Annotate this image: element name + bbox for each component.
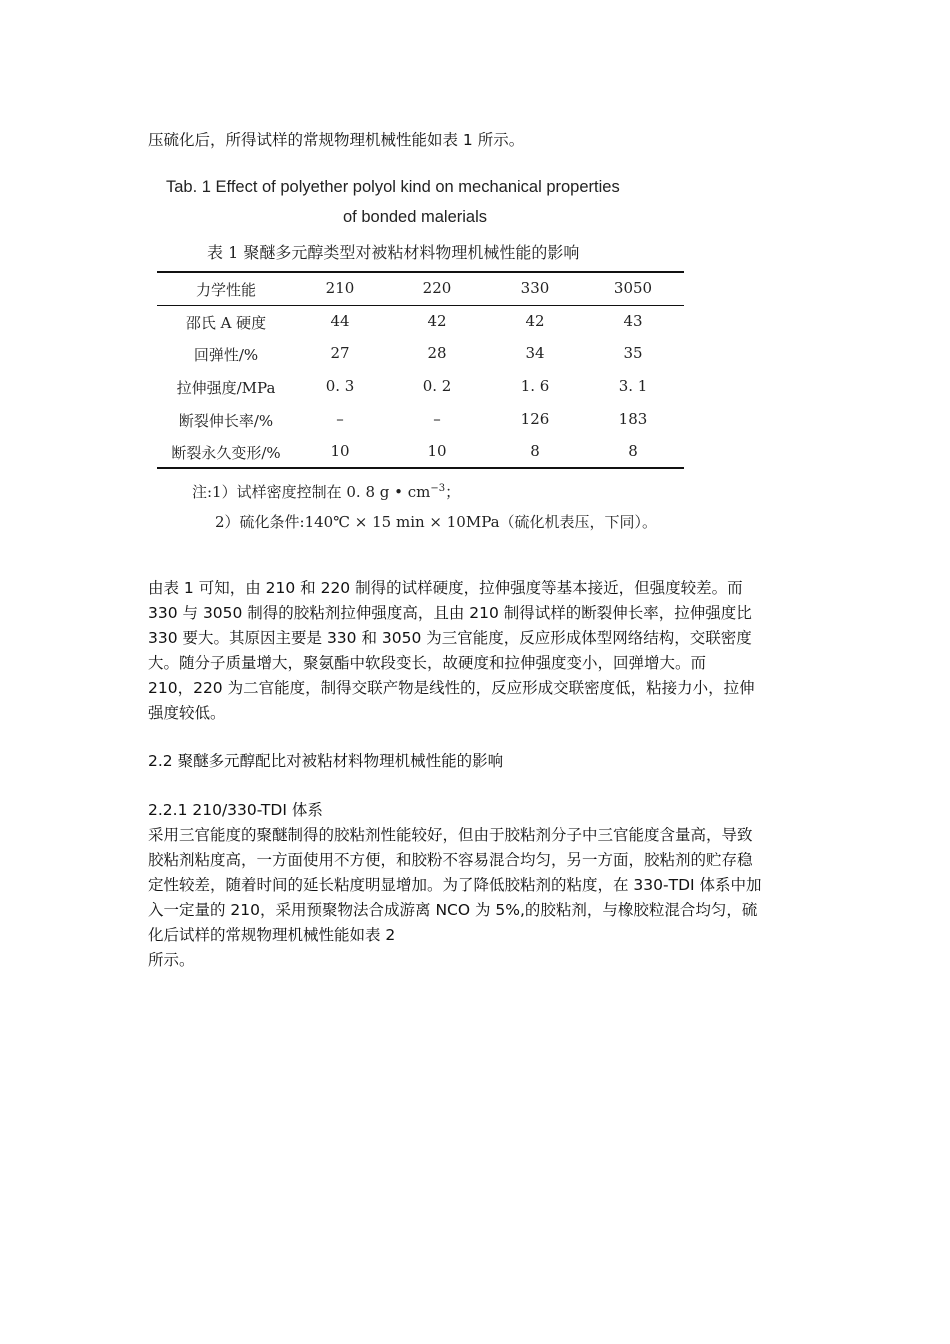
table-cell: 断裂永久变形/% xyxy=(171,444,281,462)
table-top-rule xyxy=(157,271,684,273)
paragraph-line: 采用三官能度的聚醚制得的胶粘剂性能较好，但由于胶粘剂分子中三官能度含量高，导致 xyxy=(148,826,753,844)
paragraph-line: 入一定量的 210，采用预聚物法合成游离 NCO 为 5%,的胶粘剂，与橡胶粒混合均匀，硫 xyxy=(148,901,758,919)
table-bottom-rule xyxy=(157,467,684,469)
table-header-cell: 力学性能 xyxy=(195,281,257,299)
table-cell: 3. 1 xyxy=(618,377,648,395)
table-cell: 126 xyxy=(520,410,550,428)
table-cell: 44 xyxy=(330,312,350,330)
table-note-2: 2）硫化条件:140℃ × 15 min × 10MPa（硫化机表压，下同）。 xyxy=(215,513,658,531)
table-cell: 0. 2 xyxy=(422,377,452,395)
paragraph-line: 210，220 为二官能度，制得交联产物是线性的，反应形成交联密度低，粘接力小，拉伸 xyxy=(148,679,755,697)
table-cell: 183 xyxy=(618,410,648,428)
table-note-1-suffix: ； xyxy=(445,483,461,501)
table-cell: 42 xyxy=(525,312,545,330)
table-header-cell: 220 xyxy=(422,279,452,297)
table-header-cell: 210 xyxy=(325,279,355,297)
table-cell: 35 xyxy=(623,344,643,362)
table-cell: 27 xyxy=(330,344,350,362)
paragraph-line: 所示。 xyxy=(148,951,195,969)
table-cell: 34 xyxy=(525,344,545,362)
table-cell: 拉伸强度/MPa xyxy=(176,379,276,397)
table-cell: 8 xyxy=(628,442,638,460)
table-cell: 1. 6 xyxy=(520,377,550,395)
intro-line: 压硫化后，所得试样的常规物理机械性能如表 1 所示。 xyxy=(148,131,525,149)
paragraph-line: 330 与 3050 制得的胶粘剂拉伸强度高，且由 210 制得试样的断裂伸长率，拉伸强度比 xyxy=(148,604,752,622)
table-cell: – xyxy=(336,410,344,428)
paragraph-line: 由表 1 可知，由 210 和 220 制得的试样硬度，拉伸强度等基本接近，但强度较差。而 xyxy=(148,579,743,597)
table-header-cell: 330 xyxy=(520,279,550,297)
paragraph-line: 强度较低。 xyxy=(148,704,226,722)
paragraph-line: 胶粘剂粘度高，一方面使用不方便，和胶粉不容易混合均匀，另一方面，胶粘剂的贮存稳 xyxy=(148,851,753,869)
table-cell: 10 xyxy=(427,442,447,460)
paragraph-line: 定性较差，随着时间的延长粘度明显增加。为了降低胶粘剂的粘度，在 330-TDI 体系中加 xyxy=(148,876,762,894)
table-cell: 42 xyxy=(427,312,447,330)
table-cell: 0. 3 xyxy=(325,377,355,395)
table-cell: 断裂伸长率/% xyxy=(178,412,274,430)
table-header-cell: 3050 xyxy=(613,279,653,297)
table-cell: 43 xyxy=(623,312,643,330)
section-heading-2-2-1: 2.2.1 210/330-TDI 体系 xyxy=(148,801,323,819)
table-caption-en-2: of bonded malerials xyxy=(343,208,488,226)
paragraph-line: 化后试样的常规物理机械性能如表 2 xyxy=(148,926,396,944)
table-note-1-text: 注:1）试样密度控制在 0. 8 g • cm xyxy=(192,483,431,501)
paragraph-line: 330 要大。其原因主要是 330 和 3050 为三官能度，反应形成体型网络结构，交联密度 xyxy=(148,629,752,647)
table-note-1-sup: −3 xyxy=(430,483,446,494)
table-cell: 28 xyxy=(427,344,447,362)
section-heading-2-2: 2.2 聚醚多元醇配比对被粘材料物理机械性能的影响 xyxy=(148,752,504,770)
table-cell: 邵氏 A 硬度 xyxy=(185,314,267,332)
table-cell: 8 xyxy=(530,442,540,460)
table-note-1 xyxy=(192,481,460,502)
table-cell: 回弹性/% xyxy=(193,346,259,364)
table-caption-cn: 表 1 聚醚多元醇类型对被粘材料物理机械性能的影响 xyxy=(207,243,580,262)
paragraph-line: 大。随分子质量增大，聚氨酯中软段变长，故硬度和拉伸强度变小，回弹增大。而 xyxy=(148,654,707,672)
table-cell: – xyxy=(433,410,441,428)
table-cell: 10 xyxy=(330,442,350,460)
table-header-rule xyxy=(157,305,684,306)
table-caption-en-1: Tab. 1 Effect of polyether polyol kind on mechanical properties xyxy=(166,178,620,196)
